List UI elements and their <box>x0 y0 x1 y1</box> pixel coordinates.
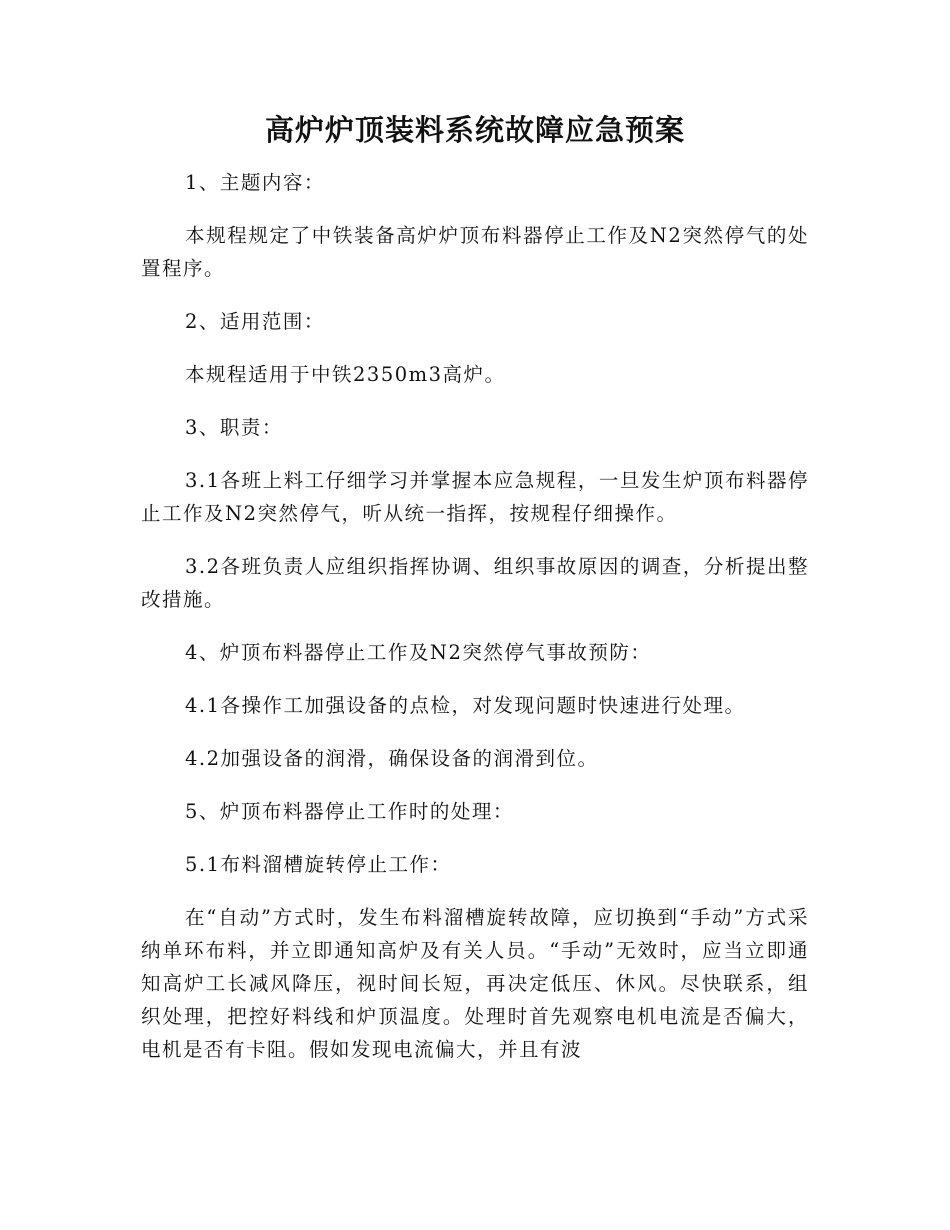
paragraph-scope-content: 本规程规定了中铁装备高炉炉顶布料器停止工作及N2突然停气的处置程序。 <box>141 224 809 280</box>
paragraph-4-1: 4.1各操作工加强设备的点检，对发现问题时快速进行处理。 <box>185 694 746 717</box>
paragraph-5-1-heading: 5.1布料溜槽旋转停止工作： <box>185 853 452 876</box>
section-heading-1: 1、主题内容： <box>185 171 325 194</box>
document-title: 高炉炉顶装料系统故障应急预案 <box>264 113 685 147</box>
document-body <box>141 166 809 1086</box>
section-heading-2: 2、适用范围： <box>185 310 325 333</box>
section-heading-5: 5、炉顶布料器停止工作时的处理： <box>185 800 514 823</box>
paragraph-5-1-body: 在“自动”方式时，发生布料溜槽旋转故障，应切换到“手动”方式采纳单环布料，并立即通知高炉及有关人员。“手动”无效时，应当立即通知高炉工长减风降压，视时间长短，再决定低压、休风。尽快联系，组织处理，把控好料线和炉顶温度。处理时首先观察电机电流是否偏大，电机是否有卡阻。假如发现电流偏大，并且有波 <box>141 906 809 1061</box>
paragraph-4-2: 4.2加强设备的润滑，确保设备的润滑到位。 <box>185 747 599 770</box>
section-heading-3: 3、职责： <box>185 416 283 439</box>
section-heading-4: 4、炉顶布料器停止工作及N2突然停气事故预防： <box>185 641 652 664</box>
paragraph-3-1: 3.1各班上料工仔细学习并掌握本应急规程，一旦发生炉顶布料器停止工作及N2突然停气，听从统一指挥，按规程仔细操作。 <box>141 469 809 525</box>
paragraph-applicability: 本规程适用于中铁2350m3高炉。 <box>185 363 506 386</box>
paragraph-3-2: 3.2各班负责人应组织指挥协调、组织事故原因的调查，分析提出整改措施。 <box>141 555 809 611</box>
